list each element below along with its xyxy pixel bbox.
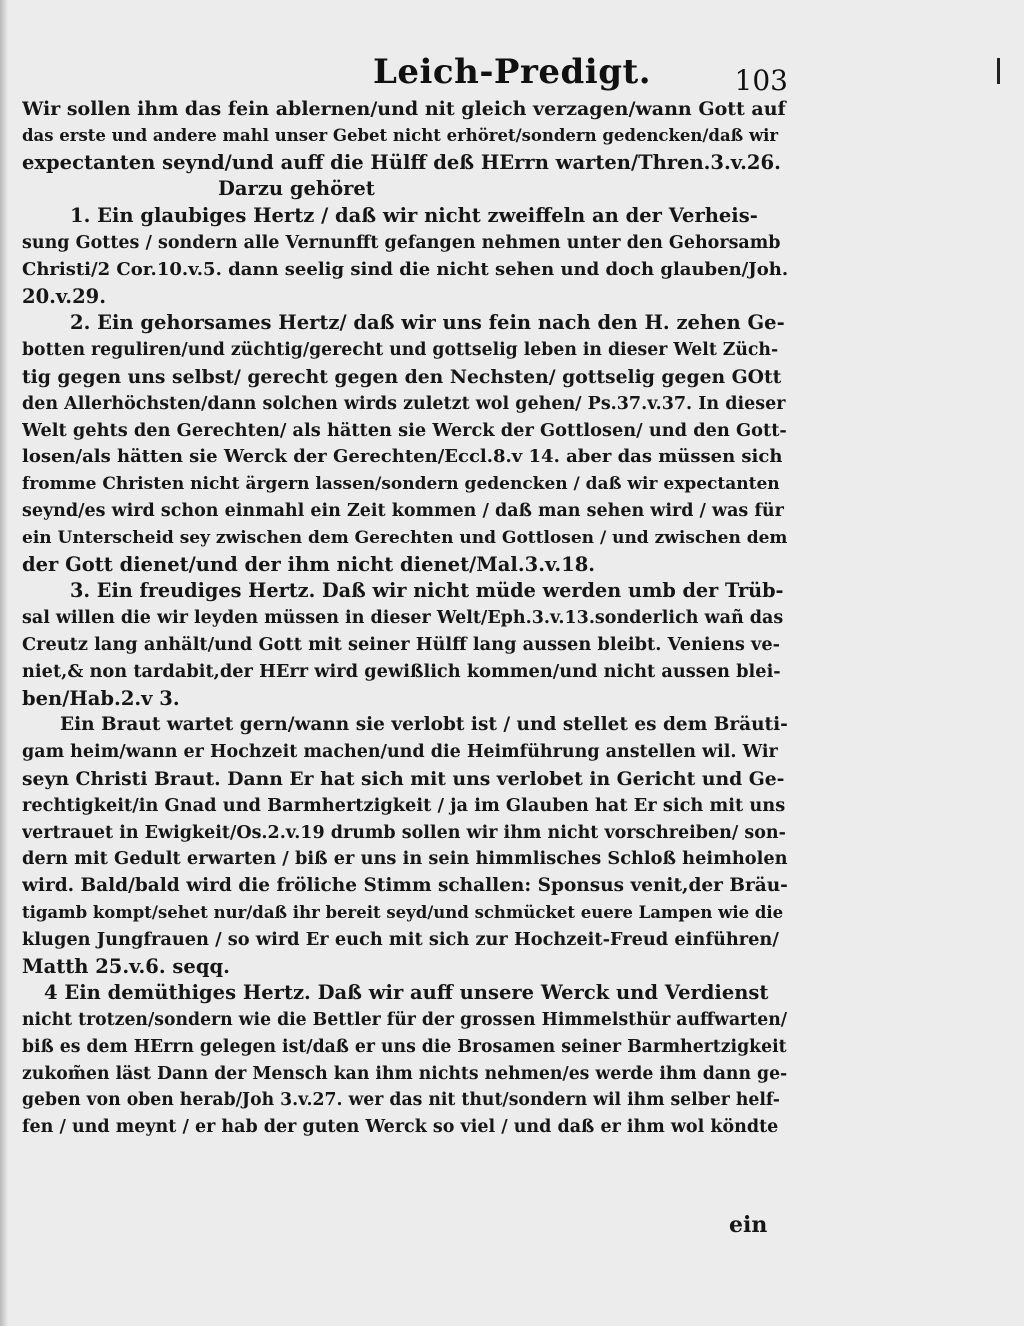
text-line: ein Unterscheid sey zwischen dem Gerechten und Gottlosen / und zwischen dem xyxy=(22,527,788,548)
text-line: nicht trotzen/sondern wie die Bettler für der grossen Himmelsthür auffwarten/ xyxy=(22,1010,788,1031)
text-line: vertrauet in Ewigkeit/Os.2.v.19 drumb sollen wir ihm nicht vorschreiben/ son- xyxy=(22,822,786,843)
text-line: das erste und andere mahl unser Gebet nicht erhöret/sondern gedencken/daß wir xyxy=(22,125,779,145)
text-line: geben von oben herab/Joh 3.v.27. wer das nit thut/sondern wil ihm selber helf- xyxy=(22,1090,780,1111)
text-line: gam heim/wann er Hochzeit machen/und die Heimführung anstellen wil. Wir xyxy=(22,742,778,763)
text-line: den Allerhöchsten/dann solchen wirds zuletzt wol gehen/ Ps.37.v.37. In dieser xyxy=(22,393,786,414)
text-line: Wir sollen ihm das fein ablernen/und nit gleich verzagen/wann Gott auf xyxy=(22,98,786,120)
text-line: Matth 25.v.6. seqq. xyxy=(22,954,230,978)
margin-mark xyxy=(997,58,1000,84)
page-header xyxy=(0,48,1024,96)
text-line: zukom̃en läst Dann der Mensch kan ihm nichts nehmen/es werde ihm dann ge- xyxy=(22,1063,788,1084)
text-line: botten reguliren/und züchtig/gerecht und gottselig leben in dieser Welt Züch- xyxy=(22,340,779,361)
text-line: der Gott dienet/und der ihm nicht dienet/Mal.3.v.18. xyxy=(22,552,596,576)
section-heading: Darzu gehöret xyxy=(218,177,375,201)
text-line: seyn Christi Braut. Dann Er hat sich mit uns verlobet in Gericht und Ge- xyxy=(22,767,785,790)
page-edge-shadow xyxy=(0,0,8,1326)
text-line: dern mit Gedult erwarten / biß er uns in sein himmlisches Schloß heimholen xyxy=(22,848,788,870)
text-line: niet,& non tardabit,der HErr wird gewißlich kommen/und nicht aussen blei- xyxy=(22,660,781,682)
text-line: fen / und meynt / er hab der guten Werck so viel / und daß er ihm wol köndte xyxy=(22,1117,779,1138)
text-line: expectanten seynd/und auff die Hülff deß HErrn warten/Thren.3.v.26. xyxy=(22,150,781,174)
page-number: 103 xyxy=(734,64,788,97)
text-line: biß es dem HErrn gelegen ist/daß er uns die Brosamen seiner Barmhertzigkeit xyxy=(22,1036,787,1057)
text-line: tig gegen uns selbst/ gerecht gegen den Nechsten/ gottselig gegen GOtt xyxy=(22,365,782,388)
running-title: Leich-Predigt. xyxy=(372,52,652,92)
text-line: 20.v.29. xyxy=(22,284,107,308)
text-line: losen/als hätten sie Werck der Gerechten/Eccl.8.v 14. aber das müssen sich xyxy=(22,446,783,468)
list-item-first-line: 2. Ein gehorsames Hertz/ daß wir uns fein nach den H. zehen Ge- xyxy=(70,311,785,335)
text-line: seynd/es wird schon einmahl ein Zeit kommen / daß man sehen wird / was für xyxy=(22,500,784,521)
text-line: tigamb kompt/sehet nur/daß ihr bereit seyd/und schmücket euere Lampen wie die xyxy=(22,902,784,922)
catchword: ein xyxy=(729,1212,768,1238)
text-line: Christi/2 Cor.10.v.5. dann seelig sind die nicht sehen und doch glauben/Joh. xyxy=(22,258,788,280)
body-text xyxy=(22,96,788,1141)
text-line: fromme Christen nicht ärgern lassen/sondern gedencken / daß wir expectanten xyxy=(22,474,780,495)
text-line: wird. Bald/bald wird die fröliche Stimm schallen: Sponsus venit,der Bräu- xyxy=(22,875,788,897)
paragraph-first-line: Ein Braut wartet gern/wann sie verlobt ist / und stellet es dem Bräuti- xyxy=(60,714,788,736)
text-line: klugen Jungfrauen / so wird Er euch mit sich zur Hochzeit-Freud einführen/ xyxy=(22,928,779,950)
list-item-first-line: 3. Ein freudiges Hertz. Daß wir nicht müde werden umb der Trüb- xyxy=(70,579,784,603)
text-line: Creutz lang anhält/und Gott mit seiner Hülff lang aussen bleibt. Veniens ve- xyxy=(22,633,781,655)
text-line: rechtigkeit/in Gnad und Barmhertzigkeit / ja im Glauben hat Er sich mit uns xyxy=(22,794,786,816)
text-line: ben/Hab.2.v 3. xyxy=(22,686,180,710)
text-line: sal willen die wir leyden müssen in dieser Welt/Eph.3.v.13.sonderlich wañ das xyxy=(22,608,784,629)
list-item-first-line: 1. Ein glaubiges Hertz / daß wir nicht zweiffeln an der Verheis- xyxy=(70,204,758,228)
list-item-first-line: 4 Ein demüthiges Hertz. Daß wir auff unsere Werck und Verdienst xyxy=(44,981,769,1005)
text-line: sung Gottes / sondern alle Vernunfft gefangen nehmen unter den Gehorsamb xyxy=(22,232,781,253)
text-line: Welt gehts den Gerechten/ als hätten sie Werck der Gottlosen/ und den Gott- xyxy=(22,419,787,441)
